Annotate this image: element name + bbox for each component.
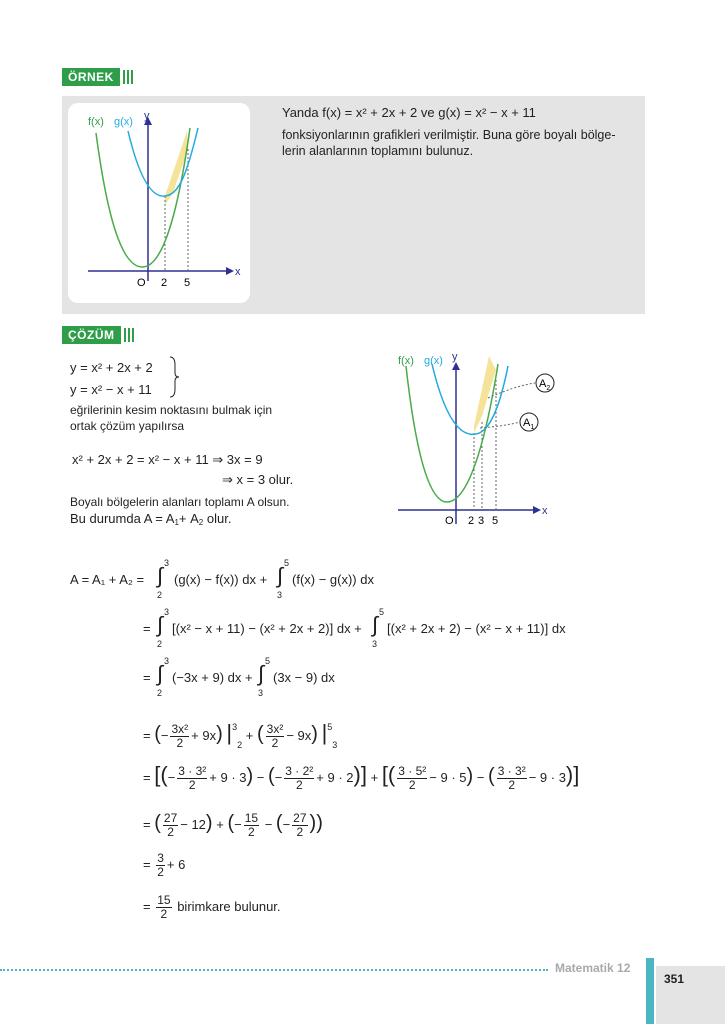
- minus-sign: −: [167, 770, 176, 785]
- a2-symbol: A: [190, 511, 199, 526]
- solution-label: ÇÖZÜM: [62, 326, 121, 344]
- fraction: [177, 765, 207, 792]
- x-label: x: [235, 266, 241, 278]
- x-axis-arrow: [226, 267, 234, 275]
- minus-sign: −: [274, 770, 283, 785]
- row3-int2: (3x − 9) dx: [273, 670, 335, 685]
- minus-sign: −: [282, 817, 291, 832]
- row4: = (− $\frac{\text{3x²}}{2}$ + 9x) $|^3_2$ + ( $\frac{\text{3x²}}{2}$ − 9x) $|^5_3$: [143, 720, 338, 751]
- minus-sign: −: [476, 770, 485, 785]
- example-label: ÖRNEK: [62, 68, 120, 86]
- denominator: 2: [248, 825, 255, 840]
- fraction: [244, 812, 259, 839]
- denominator: 2: [295, 778, 303, 793]
- integral-sign: ∫: [157, 563, 164, 588]
- fraction: [156, 894, 171, 921]
- minus-sign: −: [160, 728, 169, 743]
- example-line3: lerin alanlarının toplamını bulunuz.: [282, 144, 474, 158]
- numerator: 3 · 5²: [398, 764, 427, 779]
- upper-limit: 5: [379, 607, 385, 617]
- row2-eq: =: [143, 621, 151, 636]
- solution-line4: [70, 511, 231, 531]
- system-eq1: y = x² + 2x + 2: [70, 360, 153, 375]
- plus-sign: +: [245, 728, 254, 743]
- fraction: [266, 723, 285, 750]
- math-text-summary: [0, 0, 1, 1]
- term: − 9x: [286, 728, 312, 743]
- upper-limit: 3: [164, 656, 170, 666]
- minus-sign: −: [264, 817, 273, 832]
- origin-label: O: [445, 515, 454, 527]
- g-label: g(x): [114, 116, 133, 128]
- fraction: [292, 812, 307, 839]
- upper-limit: 5: [284, 558, 290, 568]
- denominator: 2: [408, 778, 416, 793]
- eq-sign: =: [143, 728, 151, 743]
- plus-sign: +: [178, 511, 187, 526]
- lower-limit: 3: [332, 740, 338, 750]
- row7: [143, 850, 185, 880]
- y-label: y: [452, 351, 458, 363]
- numerator: 3 · 3²: [497, 764, 526, 779]
- row4-text: [0, 0, 1, 1]
- tick-2: 2: [468, 515, 475, 527]
- numerator: 15: [244, 811, 259, 826]
- upper-limit: 3: [232, 722, 238, 732]
- integral-sign: ∫: [157, 612, 164, 637]
- a1-sub: 1: [530, 424, 535, 431]
- a1-letter: A: [523, 417, 531, 429]
- intersection-result: ⇒ x = 3 olur.: [222, 472, 294, 487]
- term: + 6: [166, 857, 186, 872]
- denominator: 2: [160, 907, 168, 922]
- lower-limit: 3: [372, 639, 378, 649]
- example-text-mid: ve: [417, 105, 439, 120]
- upper-limit: 5: [327, 722, 333, 732]
- denominator: 2: [271, 736, 279, 751]
- row1-lhs: A = A₁ + A₂ =: [70, 572, 145, 587]
- numerator: 15: [157, 893, 171, 908]
- example-header: [62, 68, 133, 86]
- g-definition: g(x) = x² − x + 11: [438, 105, 536, 120]
- row5: = [(− $\frac{\text{3 · 3²}}{2}$ + 9 · 3) − (− $\frac{\text{3 · 2²}}{2}$ + 9 · 2)] + [( $\frac{\text{3 · 5²}}{2}$ − 9 · 5) − ( $\frac{\text{3 · 3²}}{2}$ − 9 · 3)]: [143, 762, 580, 793]
- integral-sign: ∫: [258, 661, 265, 686]
- f-label: f(x): [398, 355, 414, 367]
- numerator: 27: [293, 811, 307, 826]
- row8: [143, 892, 281, 922]
- lower-limit: 3: [277, 590, 283, 600]
- tick-5: 5: [492, 515, 499, 527]
- subscript-1: 1: [174, 518, 179, 527]
- example-line1: [282, 105, 536, 121]
- tick-2: 2: [161, 277, 168, 289]
- solution-line3: Boyalı bölgelerin alanları toplamı A olsun.: [70, 495, 290, 509]
- integral-sign: ∫: [372, 612, 379, 637]
- lower-limit: 3: [258, 688, 264, 698]
- footer-divider: [0, 969, 548, 971]
- f-definition: f(x) = x² + 2x + 2: [322, 105, 418, 120]
- term: − 12: [180, 817, 206, 832]
- row2-int2: [(x² + 2x + 2) − (x² − x + 11)] dx: [387, 621, 566, 636]
- denominator: 2: [296, 825, 304, 840]
- fraction: [397, 765, 427, 792]
- header-bars: [124, 328, 134, 342]
- shaded-region: [165, 131, 188, 205]
- row2-int1: [(x² − x + 11) − (x² + 2x + 2)] dx +: [172, 621, 362, 636]
- row3-eq: =: [143, 670, 151, 685]
- denominator: 2: [167, 825, 174, 840]
- header-bars: [123, 70, 133, 84]
- plus-sign: +: [370, 770, 379, 785]
- fraction: [170, 723, 189, 750]
- row1-int1: (g(x) − f(x)) dx +: [174, 572, 268, 587]
- tick-3: 3: [478, 515, 485, 527]
- numerator: 27: [163, 811, 178, 826]
- numerator: 3 · 2²: [285, 764, 314, 779]
- integral-sign: ∫: [157, 661, 164, 686]
- row3-int1: (−3x + 9) dx +: [172, 670, 253, 685]
- a2-sub: 2: [546, 385, 551, 392]
- intersection-eq: x² + 2x + 2 = x² − x + 11 ⇒ 3x = 9: [72, 452, 263, 467]
- conclusion-text: birimkare bulunur.: [177, 899, 281, 914]
- term: − 9 · 3: [528, 770, 566, 785]
- integral-sign: ∫: [277, 563, 284, 588]
- x-label: x: [542, 505, 548, 517]
- example-line2: fonksiyonlarının grafikleri verilmiştir. Buna göre boyalı bölge-: [282, 128, 616, 142]
- tick-5: 5: [184, 277, 191, 289]
- numerator: 3x²: [171, 722, 189, 737]
- numerator: 3: [157, 851, 164, 866]
- solution-header: [62, 326, 134, 344]
- denominator: 2: [176, 736, 184, 751]
- system-eq2: y = x² − x + 11: [70, 382, 152, 397]
- footer-accent-bar: [646, 958, 654, 1024]
- lower-limit: 2: [157, 688, 163, 698]
- fraction: [163, 812, 178, 839]
- area-sum-post: olur.: [203, 511, 232, 526]
- area-sum-pre: Bu durumda A = A: [70, 511, 175, 526]
- fraction: [497, 765, 527, 792]
- lower-limit: 2: [157, 639, 163, 649]
- denominator: 2: [508, 778, 516, 793]
- minus-sign: −: [234, 817, 242, 832]
- eq-sign: =: [143, 899, 151, 914]
- example-text-pre: Yanda: [282, 105, 323, 120]
- upper-limit: 3: [164, 607, 170, 617]
- eq-sign: =: [143, 857, 151, 872]
- row6: = ( $\frac{27}{2}$ − 12) + (− $\frac{15}{2}$ − (− $\frac{27}{2}$ )): [143, 811, 323, 840]
- row1-int2: (f(x) − g(x)) dx: [292, 572, 374, 587]
- numerator: 3x²: [266, 722, 284, 737]
- example-graph: [68, 103, 250, 303]
- term: − 9 · 5: [429, 770, 467, 785]
- eq-sign: =: [143, 817, 151, 832]
- fraction: [284, 765, 314, 792]
- a2-letter: A: [539, 378, 547, 390]
- minus-sign: −: [256, 770, 265, 785]
- denominator: 2: [188, 778, 196, 793]
- x-axis-arrow: [533, 506, 541, 514]
- subscript-2: 2: [198, 518, 204, 527]
- solution-graph: [390, 346, 580, 536]
- page-number: 351: [664, 972, 685, 986]
- footer-title: Matematik 12: [555, 961, 631, 975]
- system-brace: [168, 355, 180, 399]
- eq-sign: =: [143, 770, 151, 785]
- solution-line1: eğrilerinin kesim noktasını bulmak için: [70, 403, 273, 417]
- f-label: f(x): [88, 116, 104, 128]
- upper-limit: 3: [164, 558, 170, 568]
- fraction: [156, 852, 165, 879]
- plus-sign: +: [216, 817, 224, 832]
- f-curve: [96, 128, 190, 267]
- origin-label: O: [137, 277, 146, 289]
- example-graph-panel: [68, 103, 250, 303]
- term: + 9 · 3: [209, 770, 247, 785]
- lower-limit: 2: [237, 740, 243, 750]
- y-axis-arrow: [452, 362, 460, 370]
- y-label: y: [144, 110, 150, 122]
- g-label: g(x): [424, 355, 443, 367]
- lower-limit: 2: [157, 590, 163, 600]
- page-number-box: [656, 966, 725, 1024]
- denominator: 2: [157, 865, 164, 880]
- solution-line2: ortak çözüm yapılırsa: [70, 419, 185, 433]
- numerator: 3 · 3²: [178, 764, 207, 779]
- upper-limit: 5: [265, 656, 271, 666]
- term: + 9 · 2: [316, 770, 354, 785]
- term: + 9x: [191, 728, 217, 743]
